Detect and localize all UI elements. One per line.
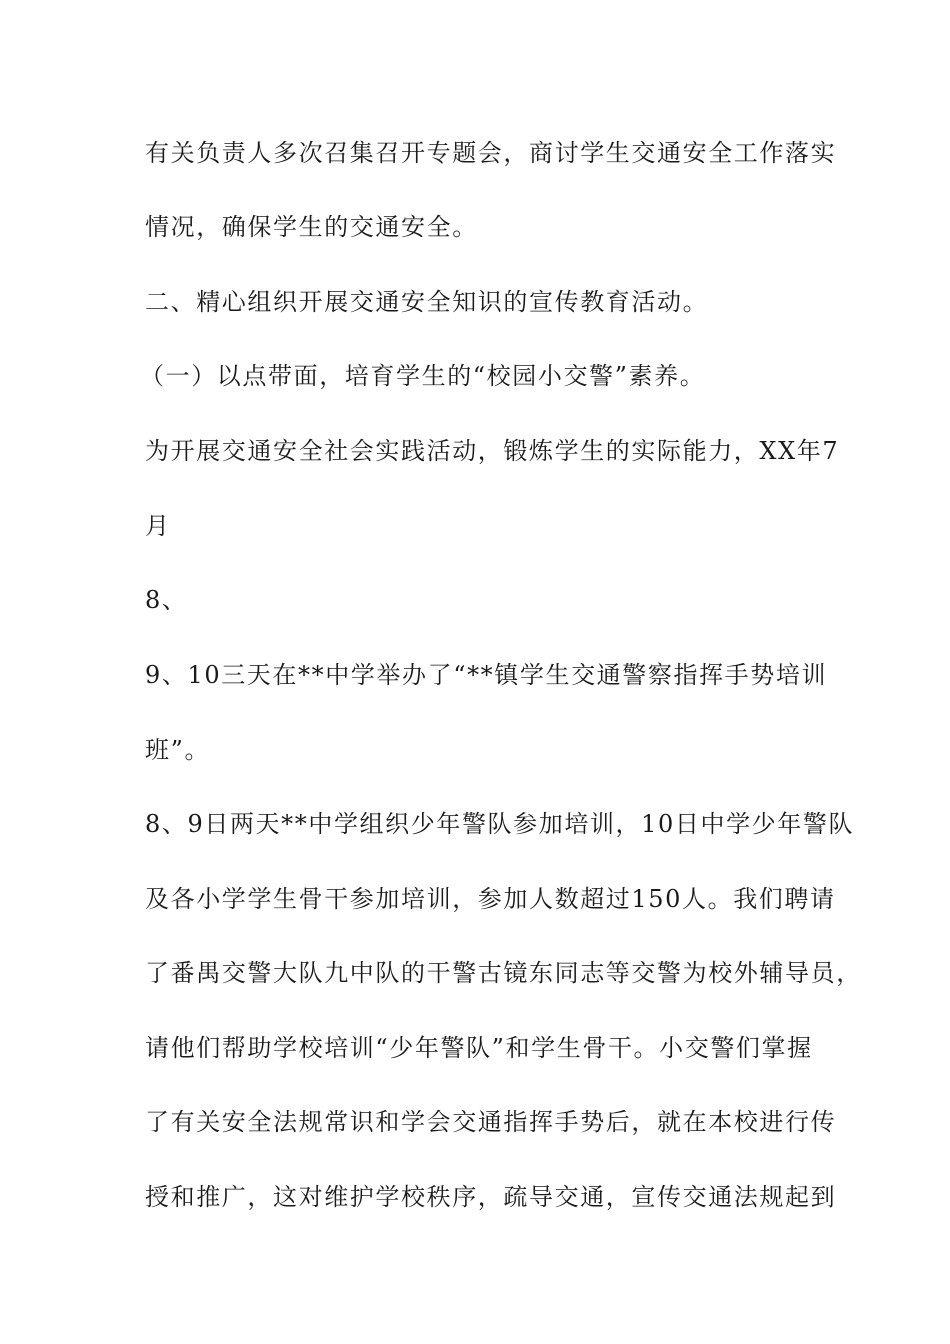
text-line-2: 情况，确保学生的交通安全。 (145, 213, 478, 241)
text-line-7: 8、 (145, 586, 188, 614)
section-heading: 二、精心组织开展交通安全知识的宣传教育活动。 (145, 288, 709, 316)
text-line-11: 及各小学学生骨干参加培训，参加人数超过150人。我们聘请 (145, 885, 836, 913)
text-line-13: 请他们帮助学校培训“少年警队”和学生骨干。小交警们掌握 (145, 1034, 813, 1062)
text-line-5: 为开展交通安全社会实践活动，锻炼学生的实际能力，XX年7 (145, 437, 840, 465)
text-line-14: 了有关安全法规常识和学会交通指挥手势后，就在本校进行传 (145, 1108, 837, 1136)
text-line-1: 有关负责人多次召集召开专题会，商讨学生交通安全工作落实 (145, 139, 837, 167)
text-line-15: 授和推广，这对维护学校秩序，疏导交通，宣传交通法规起到 (145, 1183, 837, 1211)
text-line-12: 了番禺交警大队九中队的干警古镜东同志等交警为校外辅导员， (145, 959, 862, 987)
text-line-6: 月 (145, 512, 171, 540)
text-line-9: 班”。 (145, 736, 211, 764)
text-line-10: 8、9日两天**中学组织少年警队参加培训，10日中学少年警队 (145, 810, 855, 838)
text-line-8: 9、10三天在**中学举办了“**镇学生交通警察指挥手势培训 (145, 661, 828, 689)
subsection-heading: （一）以点带面，培育学生的“校园小交警”素养。 (140, 362, 706, 390)
